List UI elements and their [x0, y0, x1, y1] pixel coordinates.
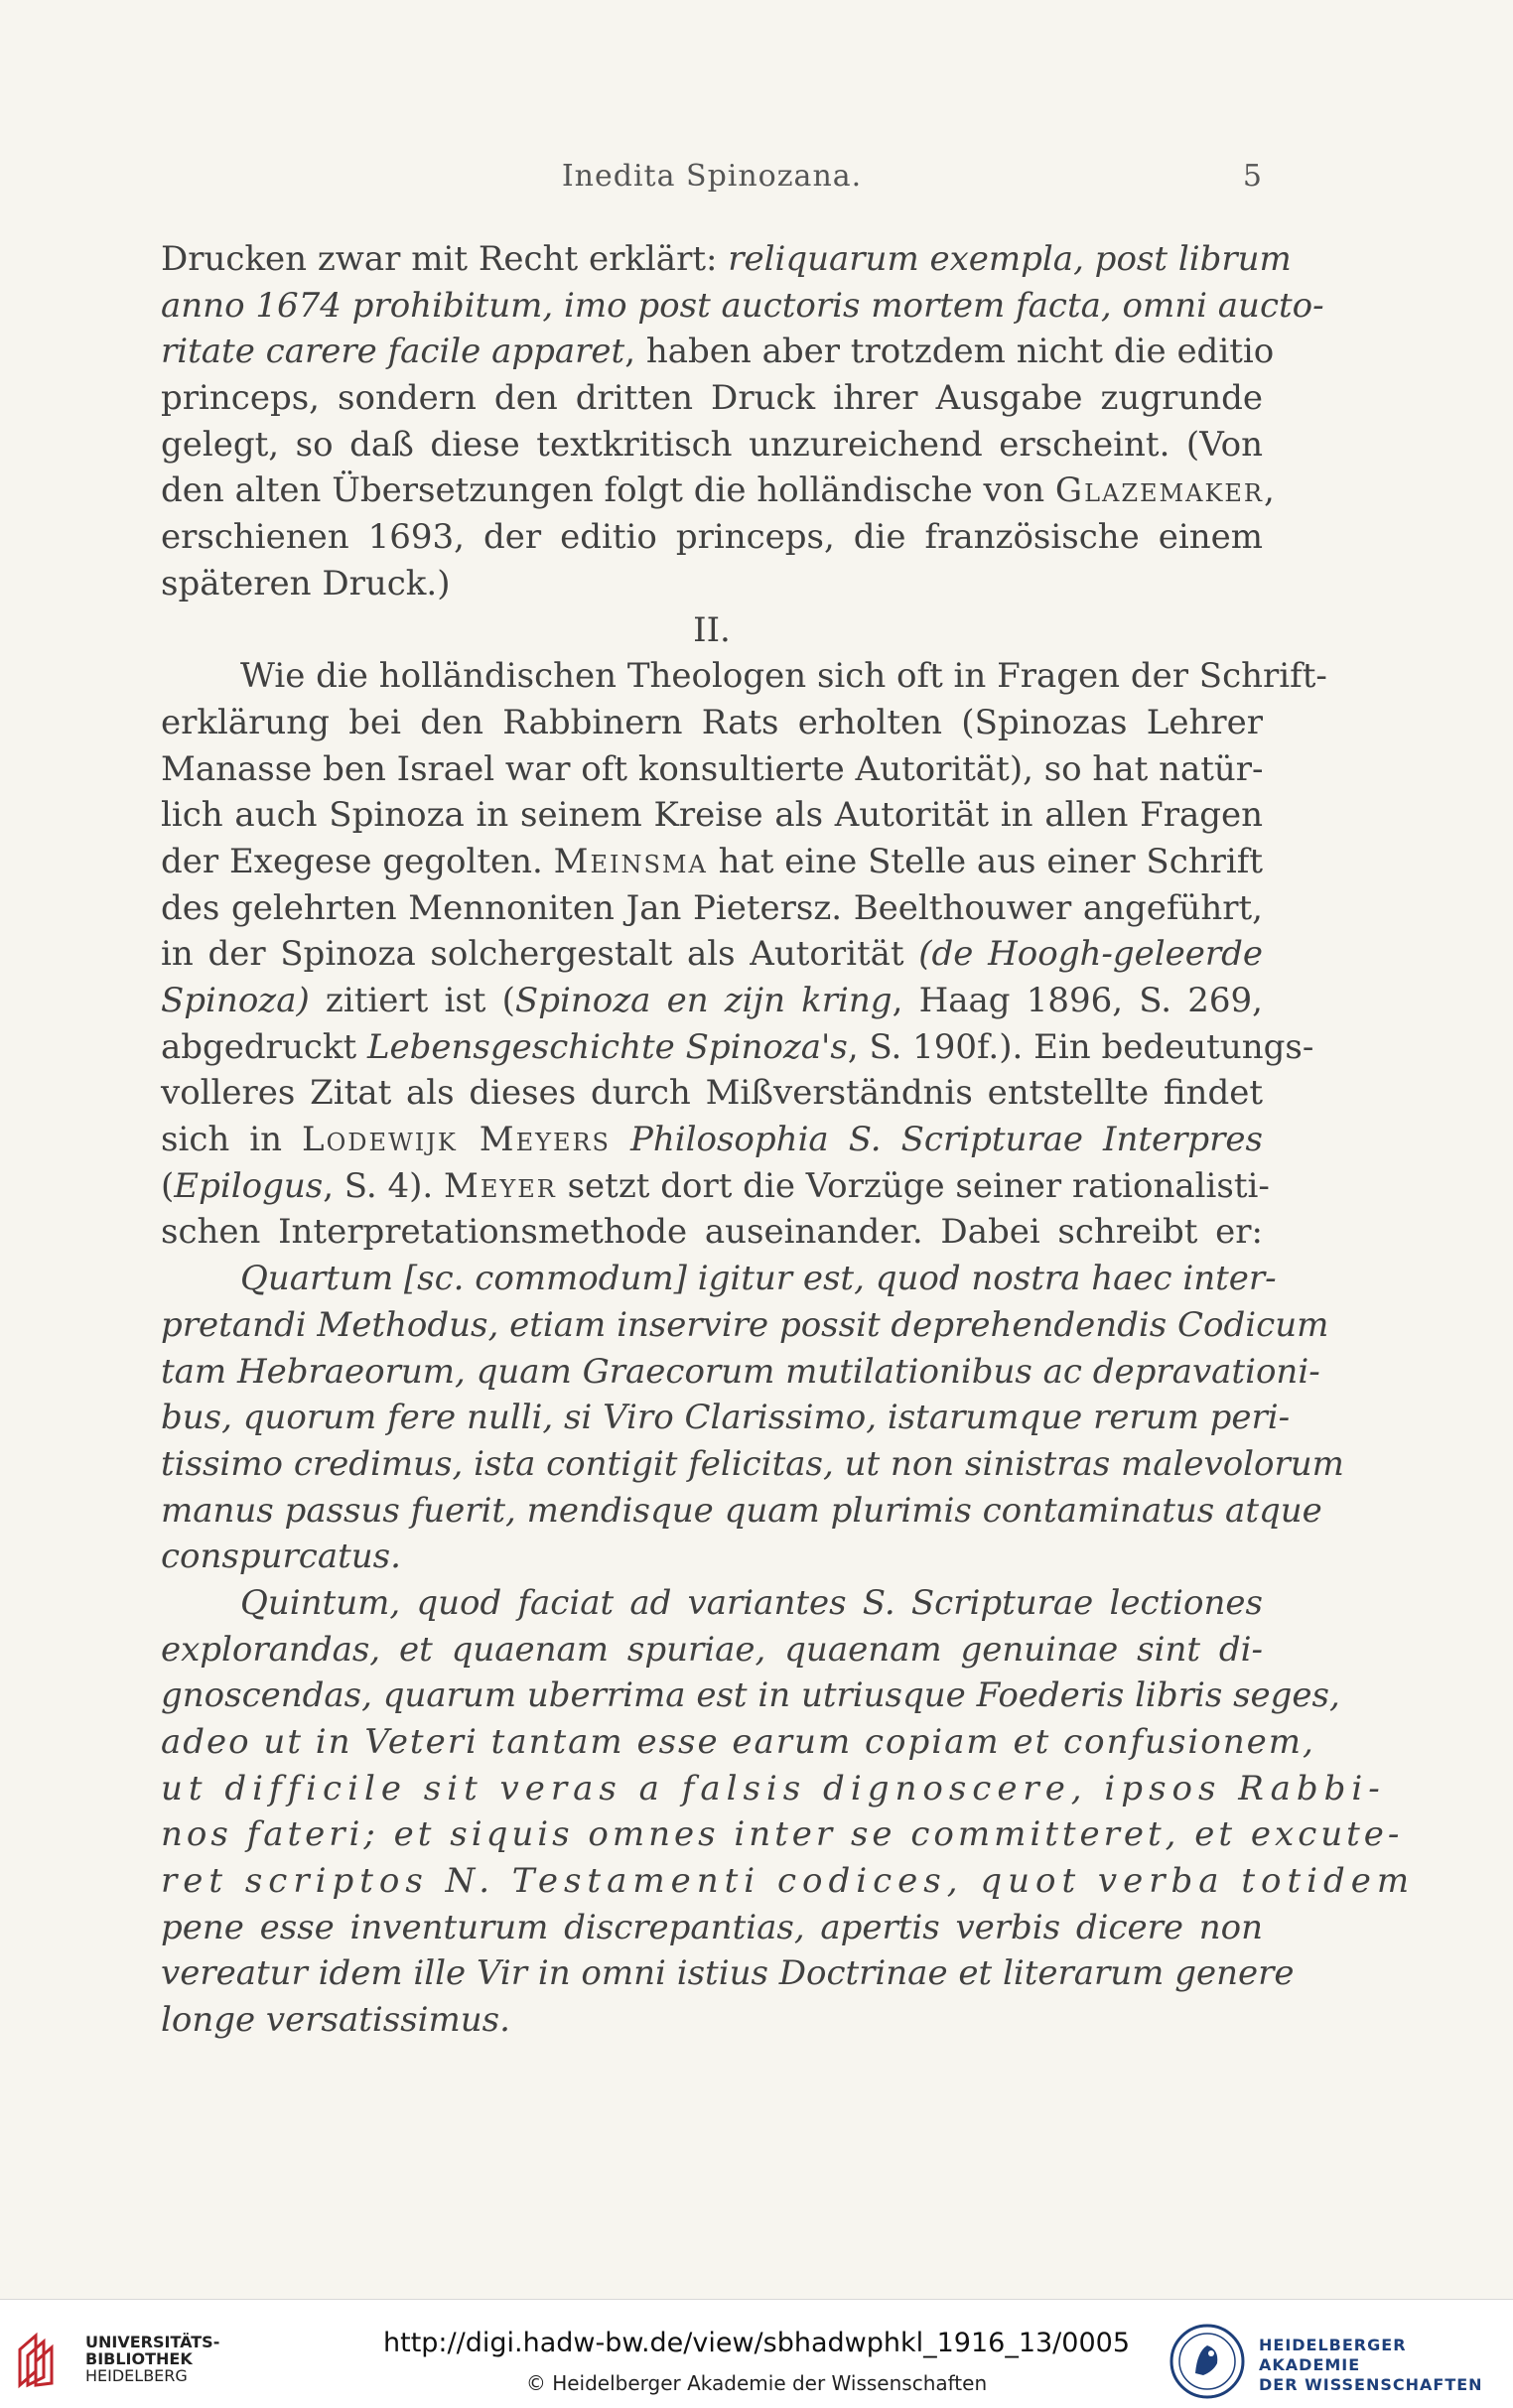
- quote-line: ret scriptos N. Testamenti codices, quot verba totidem: [161, 1861, 1416, 1902]
- quote-line: gnoscendas, quarum uberrima est in utriusque Foederis libris seges,: [161, 1675, 1340, 1716]
- page-number: 5: [1242, 159, 1263, 194]
- text-line: erklärung bei den Rabbinern Rats erholten (Spinozas Lehrer: [161, 702, 1263, 742]
- text-line: Manasse ben Israel war oft konsultierte Autorität), so hat natür-: [161, 748, 1264, 789]
- text-line: des gelehrten Mennoniten Jan Pietersz. Beelthouwer angeführt,: [161, 887, 1263, 928]
- text-line: schen Interpretationsmethode auseinander. Dabei schreibt er:: [161, 1212, 1263, 1253]
- footer-bar: [0, 2299, 1513, 2408]
- quote-line: longe versatissimus.: [161, 2000, 510, 2041]
- quote-line: conspurcatus.: [161, 1537, 401, 1577]
- library-name: UNIVERSITÄTS- BIBLIOTHEK HEIDELBERG: [85, 2333, 220, 2385]
- academy-seal-icon: [1168, 2322, 1247, 2401]
- text-line: der Exegese gegolten. Meinsma hat eine Stelle aus einer Schrift: [161, 841, 1264, 881]
- quote-line: adeo ut in Veteri tantam esse earum copiam et confusionem,: [161, 1722, 1315, 1762]
- quote-line: Quartum [sc. commodum] igitur est, quod nostra haec inter-: [240, 1259, 1277, 1299]
- text-line: späteren Druck.): [161, 563, 451, 603]
- text-line: gelegt, so daß diese textkritisch unzureichend erscheint. (Von: [161, 424, 1263, 465]
- running-title: Inedita Spinozana.: [561, 159, 863, 194]
- text-line: den alten Übersetzungen folgt die holländische von Glazemaker,: [161, 470, 1275, 511]
- page-header: [161, 159, 1263, 208]
- text-line: anno 1674 prohibitum, imo post auctoris mortem facta, omni aucto-: [161, 285, 1324, 326]
- copyright-notice: © Heidelberger Akademie der Wissenschaften: [525, 2371, 988, 2395]
- text-line: lich auch Spinoza in seinem Kreise als Autorität in allen Fragen: [161, 795, 1263, 836]
- quote-line: explorandas, et quaenam spuriae, quaenam genuinae sint di-: [161, 1629, 1263, 1670]
- text-line: ritate carere facile apparet, haben aber trotzdem nicht die editio: [161, 332, 1275, 372]
- quote-line: ut difficile sit veras a falsis dignoscere, ipsos Rabbi-: [161, 1768, 1386, 1808]
- text-line: abgedruckt Lebensgeschichte Spinoza's, S. 190f.). Ein bedeutungs-: [161, 1026, 1314, 1067]
- body-text: [161, 236, 1416, 2044]
- text-line: in der Spinoza solchergestalt als Autorität (de Hoogh-geleerde: [161, 934, 1263, 975]
- quote-line: tissimo credimus, ista contigit felicitas, ut non sinistras malevolorum: [161, 1443, 1344, 1484]
- quote-line: Quintum, quod faciat ad variantes S. Scripturae lectiones: [240, 1582, 1263, 1623]
- quote-line: tam Hebraeorum, quam Graecorum mutilationibus ac depravationi-: [161, 1351, 1320, 1392]
- text-line: sich in Lodewijk Meyers Philosophia S. Scripturae Interpres: [161, 1120, 1263, 1160]
- quote-line: nos fateri; et siquis omnes inter se committeret, et excute-: [161, 1814, 1404, 1855]
- text-line: erschienen 1693, der editio princeps, die französische einem: [161, 517, 1263, 558]
- text-line: Spinoza) zitiert ist (Spinoza en zijn kring, Haag 1896, S. 269,: [161, 981, 1263, 1020]
- text-line: Wie die holländischen Theologen sich oft in Fragen der Schrift-: [240, 656, 1327, 697]
- quote-line: pene esse inventurum discrepantias, apertis verbis dicere non: [161, 1907, 1263, 1947]
- text-line: (Epilogus, S. 4). Meyer setzt dort die Vorzüge seiner rationalisti-: [161, 1165, 1270, 1206]
- quote-line: vereatur idem ille Vir in omni istius Doctrinae et literarum genere: [161, 1953, 1295, 1994]
- quote-line: manus passus fuerit, mendisque quam plurimis contaminatus atque: [161, 1490, 1322, 1531]
- text-line: princeps, sondern den dritten Druck ihrer Ausgabe zugrunde: [161, 378, 1263, 419]
- text-line: Drucken zwar mit Recht erklärt: reliquarum exempla, post librum: [161, 239, 1292, 279]
- permalink-url[interactable]: http://digi.hadw-bw.de/view/sbhadwphkl_1916_13/0005: [383, 2328, 1130, 2358]
- quote-line: bus, quorum fere nulli, si Viro Clarissimo, istarumque rerum peri-: [161, 1398, 1291, 1438]
- academy-name: HEIDELBERGER AKADEMIE DER WISSENSCHAFTEN: [1259, 2336, 1483, 2394]
- section-heading: II.: [693, 609, 731, 650]
- text-line: volleres Zitat als dieses durch Mißverständnis entstellte findet: [161, 1073, 1263, 1114]
- quote-line: pretandi Methodus, etiam inservire possit deprehendendis Codicum: [161, 1304, 1329, 1345]
